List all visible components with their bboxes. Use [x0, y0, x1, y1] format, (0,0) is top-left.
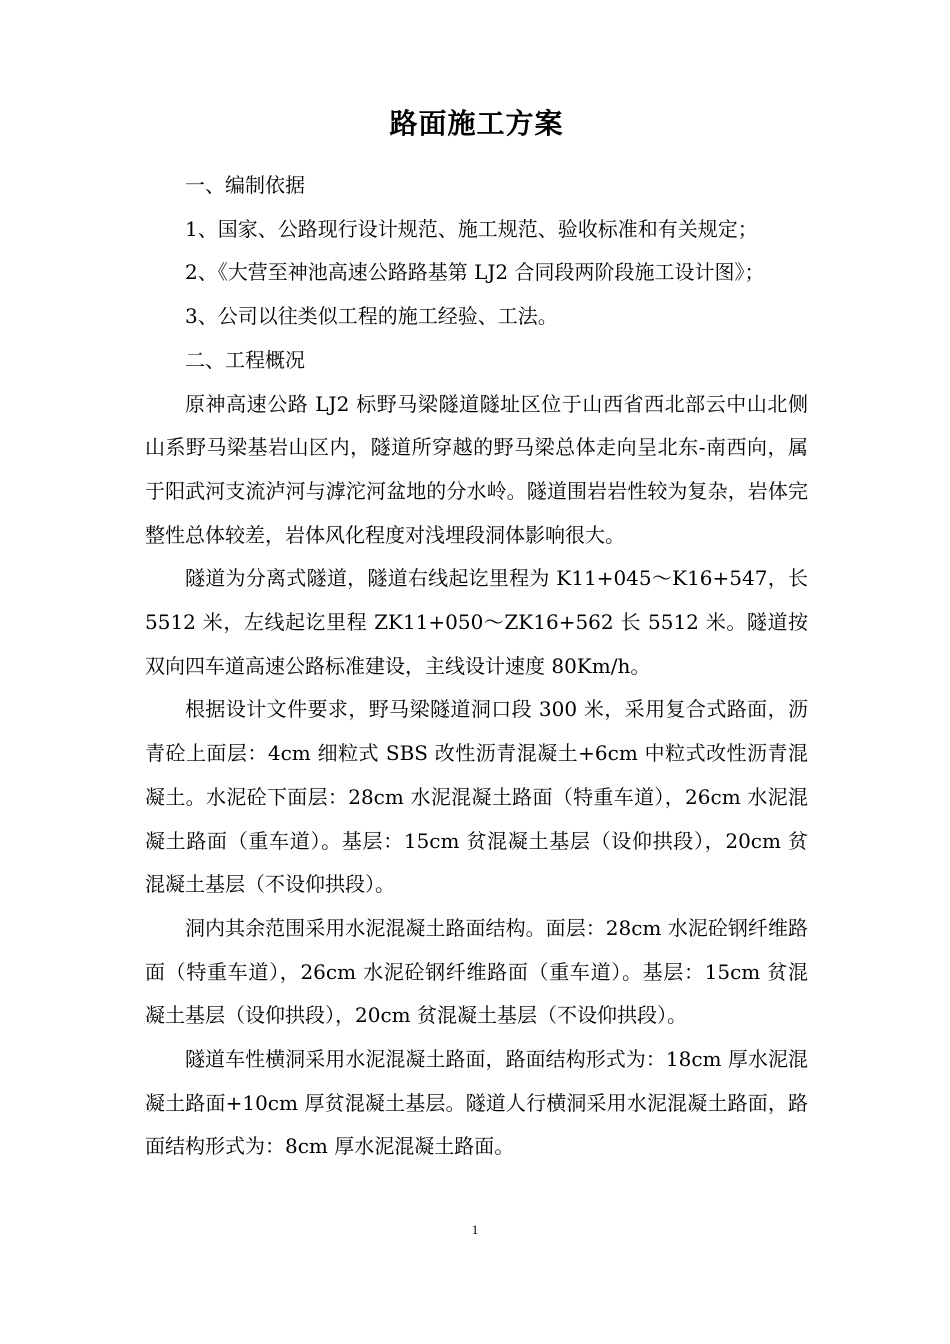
overview-paragraph-5: 隧道车性横洞采用水泥混凝土路面，路面结构形式为：18cm 厚水泥混凝土路面+10cm 厚贫混凝土基层。隧道人行横洞采用水泥混凝土路面，路面结构形式为：8cm 厚水泥混凝土路面。	[145, 1047, 808, 1159]
basis-item-1: 1、国家、公路现行设计规范、施工规范、验收标准和有关规定；	[185, 216, 758, 241]
overview-paragraph-3: 根据设计文件要求，野马梁隧道洞口段 300 米，采用复合式路面，沥青砼上面层：4cm 细粒式 SBS 改性沥青混凝土+6cm 中粒式改性沥青混凝土。水泥砼下面层：28cm 水泥混凝土路面（特重车道），26cm 水泥混凝土路面（重车道）。基层：15cm 贫混凝土基层（设仰拱段），20cm 贫混凝土基层（不设仰拱段）。	[145, 697, 808, 897]
section-heading-basis: 一、编制依据	[185, 173, 305, 197]
document-page	[145, 96, 808, 1169]
basis-item-3: 3、公司以往类似工程的施工经验、工法。	[185, 304, 558, 329]
overview-paragraph-1: 原神高速公路 LJ2 标野马梁隧道隧址区位于山西省西北部云中山北侧山系野马梁基岩山区内，隧道所穿越的野马梁总体走向呈北东-南西向，属于阳武河支流泸河与滹沱河盆地的分水岭。隧道围岩岩性较为复杂，岩体完整性总体较差，岩体风化程度对浅埋段洞体影响很大。	[145, 391, 808, 547]
overview-paragraph-4: 洞内其余范围采用水泥混凝土路面结构。面层：28cm 水泥砼钢纤维路面（特重车道），26cm 水泥砼钢纤维路面（重车道）。基层：15cm 贫混凝土基层（设仰拱段），20cm 贫混凝土基层（不设仰拱段）。	[145, 915, 808, 1028]
overview-paragraph-2: 隧道为分离式隧道，隧道右线起讫里程为 K11+045～K16+547，长 5512 米，左线起讫里程 ZK11+050～ZK16+562 长 5512 米。隧道按双向四车道高速公路标准建设，主线设计速度 80Km/h。	[145, 566, 808, 678]
document-title: 路面施工方案	[389, 107, 564, 140]
basis-item-2: 2、《大营至神池高速公路路基第 LJ2 合同段两阶段施工设计图》；	[185, 260, 765, 285]
section-heading-overview: 二、工程概况	[185, 347, 305, 372]
page-number: 1	[471, 1222, 479, 1237]
